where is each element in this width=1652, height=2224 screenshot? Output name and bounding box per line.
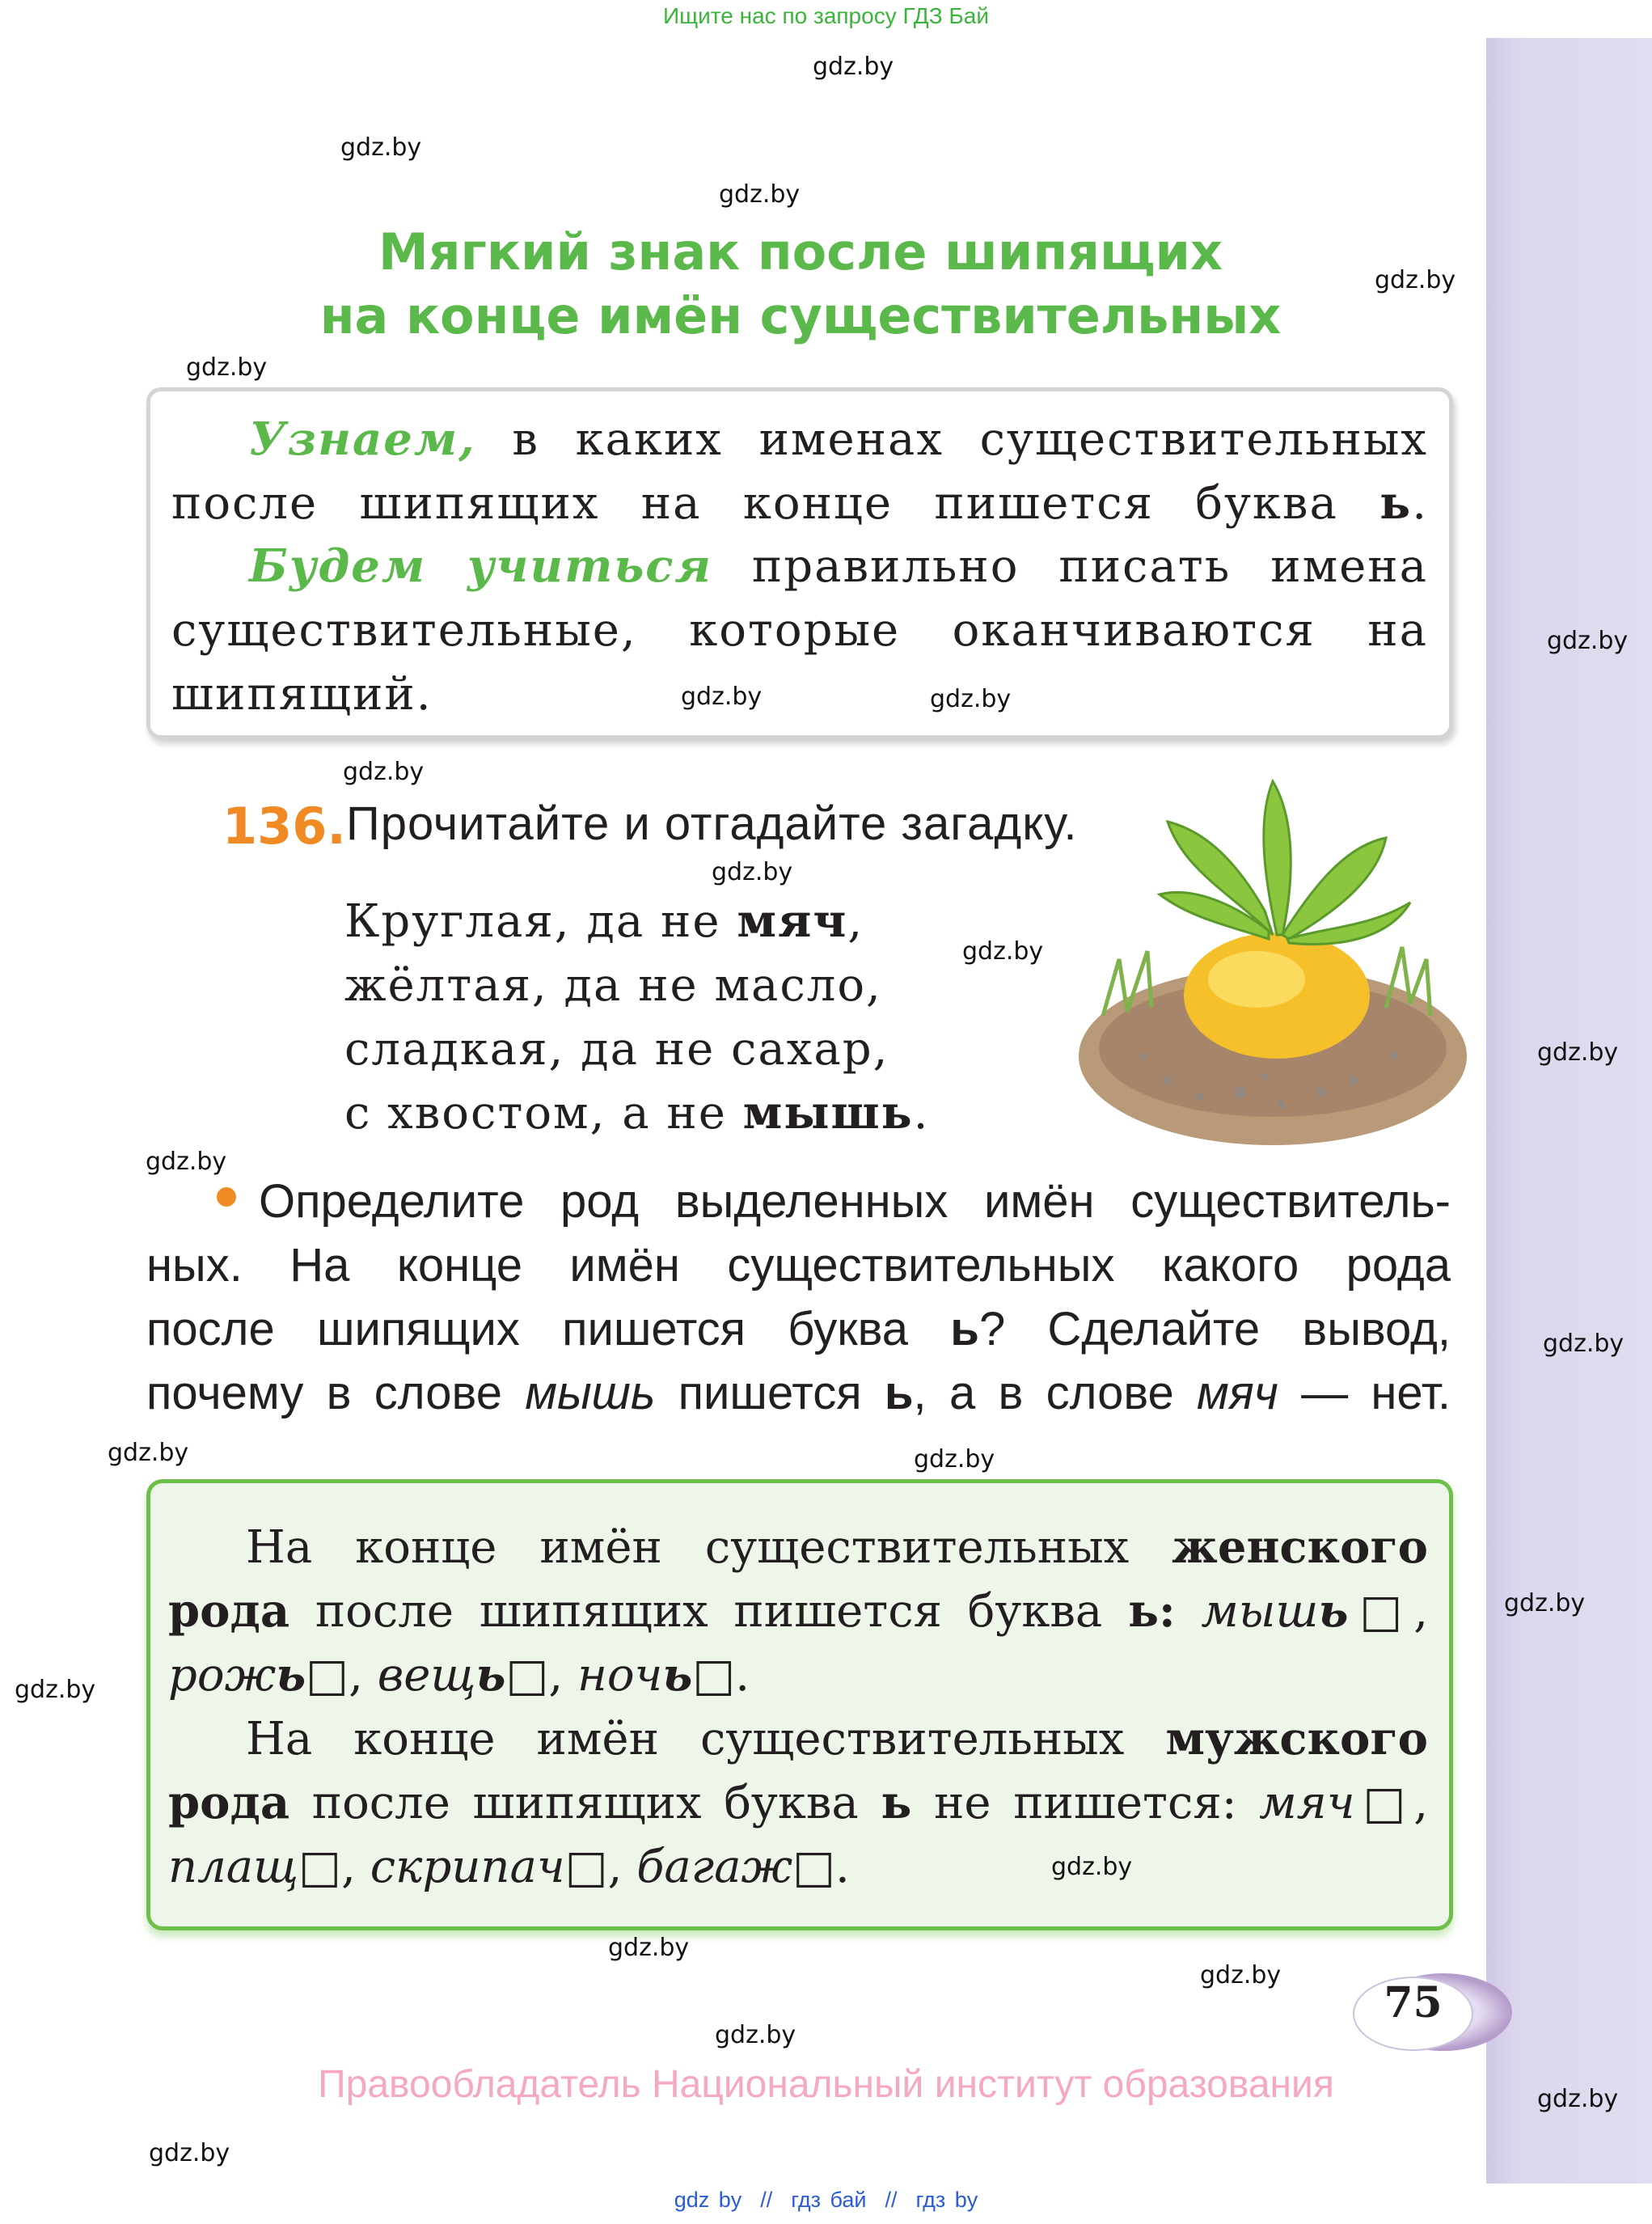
emphasized-text: ь: [1379, 476, 1413, 530]
emphasized-text: ь:: [1127, 1584, 1176, 1638]
search-hint-link[interactable]: Ищите нас по запросу ГДЗ Бай: [662, 3, 990, 28]
text-segment: правильно писать имена: [712, 540, 1428, 593]
text-segment: , а в слове: [913, 1367, 1198, 1419]
emphasized-text: вещ: [377, 1649, 476, 1702]
text-segment: Определите род выделенных имён существитель-: [259, 1175, 1451, 1228]
text-segment: почему в слове: [146, 1367, 526, 1419]
watermark: gdz.by: [608, 1934, 690, 1962]
goals-line: [171, 598, 1428, 662]
watermark: gdz.by: [1504, 1589, 1586, 1617]
copyright-notice: Правообладатель Национальный институт образования: [318, 2063, 1334, 2106]
text-segment: .: [1412, 477, 1428, 530]
task-line: [146, 1238, 1451, 1302]
text-segment: с хвостом, а не: [344, 1087, 743, 1139]
emphasized-text: ь: [884, 1367, 914, 1419]
riddle-line: [344, 953, 882, 1017]
text-segment: жёлтая, да не масло,: [344, 959, 882, 1012]
text-segment: не пишется:: [911, 1777, 1260, 1829]
emphasized-text: ь: [662, 1648, 693, 1702]
text-segment: пишется: [655, 1367, 885, 1419]
riddle-line: [344, 890, 864, 953]
rule-line: [168, 1579, 1428, 1643]
goals-line: [171, 471, 1428, 535]
text-segment: после шипящих пишется буква: [289, 1585, 1128, 1638]
watermark: gdz.by: [1543, 1330, 1625, 1358]
text-segment: после шипящих пишется буква: [146, 1303, 951, 1355]
riddle-line: [344, 1017, 889, 1081]
watermark: gdz.by: [186, 353, 268, 382]
bottom-links[interactable]: gdz by // гдз бай // гдз by: [674, 2188, 978, 2212]
text-segment: ? Сделайте вывод,: [978, 1303, 1451, 1355]
watermark: gdz.by: [343, 758, 425, 786]
lesson-title-line2: на конце имён существительных: [319, 286, 1282, 345]
riddle-line: [344, 1081, 929, 1145]
emphasized-text: ноч: [577, 1649, 663, 1702]
rule-line: [168, 1771, 1428, 1835]
watermark: gdz.by: [813, 53, 894, 81]
watermark: gdz.by: [914, 1445, 995, 1474]
text-segment: ных. На конце имён существительных какого рода: [146, 1239, 1451, 1292]
watermark: gdz.by: [1200, 1961, 1282, 1989]
watermark: gdz.by: [712, 858, 793, 886]
page-number: 75: [1353, 1977, 1473, 2051]
lesson-title-line1: Мягкий знак после шипящих: [378, 222, 1223, 281]
emphasized-text: мышь: [525, 1367, 656, 1419]
watermark: gdz.by: [930, 685, 1012, 713]
emphasized-text: плащ: [168, 1841, 299, 1893]
text-segment: На конце имён существительных: [246, 1521, 1172, 1574]
emphasized-text: ь: [950, 1303, 979, 1355]
task-line: [146, 1366, 1451, 1430]
emphasized-text: мужского: [1165, 1712, 1428, 1765]
emphasized-text: ь: [276, 1648, 306, 1702]
emphasized-text: ь: [1318, 1584, 1349, 1638]
watermark: gdz.by: [1537, 2085, 1619, 2113]
text-segment: — нет.: [1278, 1367, 1451, 1419]
rule-box: [146, 1479, 1453, 1930]
rule-line: [246, 1707, 1428, 1771]
watermark: gdz.by: [719, 180, 801, 209]
watermark: gdz.by: [1375, 266, 1456, 294]
emphasized-text: рож: [168, 1649, 277, 1702]
text-segment: □.: [692, 1649, 750, 1702]
lesson-goals-box: [146, 387, 1453, 739]
rule-line: [168, 1643, 1428, 1707]
emphasized-text: рода: [168, 1584, 290, 1638]
watermark: gdz.by: [149, 2139, 230, 2167]
emphasized-text: мяч: [1259, 1777, 1355, 1829]
decorative-sidebar: [1486, 38, 1652, 2184]
exercise-number: 136.: [222, 797, 346, 856]
emphasized-text: мышь: [742, 1086, 914, 1139]
task-line: [259, 1174, 1451, 1238]
emphasized-text: багаж: [636, 1841, 793, 1893]
watermark: gdz.by: [681, 683, 763, 711]
turnip-illustration: [1071, 773, 1467, 1153]
text-segment: □,: [306, 1649, 378, 1702]
watermark: gdz.by: [108, 1439, 189, 1467]
text-segment: шипящий.: [171, 668, 433, 721]
emphasized-text: скрипач: [370, 1841, 565, 1893]
text-segment: □,: [564, 1841, 637, 1893]
text-segment: □,: [1354, 1777, 1428, 1829]
emphasized-text: женского: [1172, 1520, 1428, 1574]
emphasized-text: мыш: [1175, 1585, 1319, 1638]
text-segment: в каких именах существительных: [475, 413, 1428, 466]
text-segment: сладкая, да не сахар,: [344, 1023, 889, 1076]
text-segment: □,: [1348, 1585, 1428, 1638]
page-number-badge: [1350, 1973, 1520, 2054]
rule-line: [168, 1835, 1428, 1899]
text-segment: Круглая, да не: [344, 895, 737, 948]
text-segment: после шипящих на конце пишется буква: [171, 477, 1380, 530]
task-line: [146, 1302, 1451, 1366]
goals-line: [249, 535, 1428, 598]
text-segment: существительные, которые оканчиваются на: [171, 604, 1428, 657]
watermark: gdz.by: [146, 1148, 227, 1176]
watermark: gdz.by: [962, 937, 1044, 966]
text-segment: □.: [792, 1841, 850, 1893]
emphasized-text: Узнаем,: [249, 412, 476, 466]
rule-line: [246, 1516, 1428, 1579]
emphasized-text: мяч: [737, 894, 848, 948]
watermark: gdz.by: [15, 1676, 96, 1704]
emphasized-text: ь: [475, 1648, 506, 1702]
bullet-icon: [217, 1187, 236, 1207]
emphasized-text: рода: [168, 1776, 290, 1829]
text-segment: На конце имён существительных: [246, 1713, 1166, 1765]
watermark: gdz.by: [1547, 627, 1629, 655]
watermark: gdz.by: [1537, 1038, 1619, 1067]
watermark: gdz.by: [715, 2021, 796, 2049]
goals-line: [171, 662, 1428, 726]
text-segment: □,: [505, 1649, 577, 1702]
goals-line: [249, 408, 1428, 471]
text-segment: □,: [298, 1841, 370, 1893]
emphasized-text: мяч: [1197, 1367, 1278, 1419]
emphasized-text: ь: [881, 1776, 912, 1829]
exercise-instruction: Прочитайте и отгадайте загадку.: [346, 797, 1078, 850]
emphasized-text: Будем учиться: [249, 539, 712, 593]
watermark: gdz.by: [1051, 1853, 1133, 1881]
text-segment: после шипящих буква: [289, 1777, 881, 1829]
text-segment: .: [913, 1087, 930, 1139]
watermark: gdz.by: [340, 133, 422, 162]
text-segment: ,: [847, 895, 864, 948]
